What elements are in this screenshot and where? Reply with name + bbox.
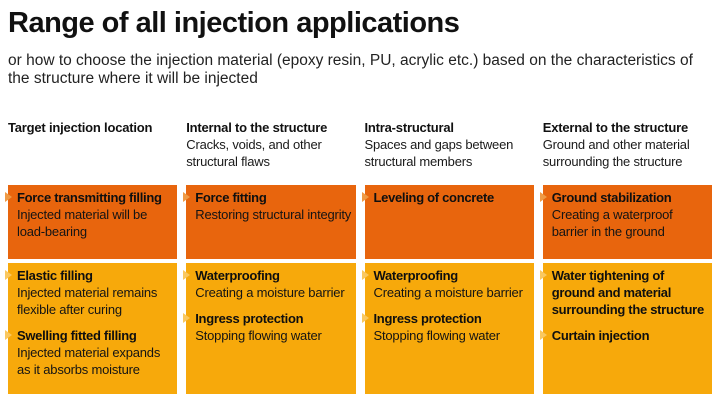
cell-item (195, 310, 353, 344)
table-cell-water-tightening (543, 263, 712, 394)
column-header-subtitle: Ground and other material surrounding the structure (542, 137, 690, 170)
item-title: Waterproofing (373, 268, 458, 284)
item-desc: Creating a moisture barrier (195, 285, 345, 301)
table-header-row (8, 119, 712, 175)
chevron-right-icon (540, 192, 547, 202)
table-cell-elastic-swelling (8, 263, 177, 394)
column-header-title: Intra-structural (364, 120, 454, 136)
chevron-right-icon (5, 330, 12, 340)
item-title: Force transmitting filling (17, 190, 162, 206)
column-header-internal (186, 119, 355, 175)
item-title: Ingress protection (195, 311, 304, 327)
cell-item (17, 327, 175, 378)
chevron-right-icon (183, 313, 190, 323)
table-cell-force-fitting (186, 185, 355, 259)
table-cell-leveling (365, 185, 534, 259)
chevron-right-icon (5, 270, 12, 280)
item-title: Force fitting (195, 190, 267, 206)
page-title: Range of all injection applications (8, 7, 460, 39)
column-header-title: Target injection location (8, 120, 153, 136)
cell-item (17, 267, 175, 318)
column-header-subtitle: Spaces and gaps between structural members (364, 137, 514, 170)
table-cell-waterproofing-internal (186, 263, 355, 394)
cell-item (552, 267, 710, 318)
cell-item (374, 267, 532, 301)
item-desc: Injected material will be load-bearing (17, 207, 148, 240)
chevron-right-icon (540, 330, 547, 340)
item-title: Water tightening of ground and material surrounding the structure (551, 268, 704, 318)
chevron-right-icon (362, 313, 369, 323)
column-header-intra-structural (365, 119, 534, 175)
item-title: Ground stabilization (551, 190, 672, 206)
item-desc: Restoring structural integrity (195, 207, 352, 223)
table-cell-force-transmitting (8, 185, 177, 259)
item-desc: Creating a moisture barrier (373, 285, 523, 301)
chevron-right-icon (362, 270, 369, 280)
chevron-right-icon (183, 270, 190, 280)
cell-item (195, 267, 353, 301)
item-desc: Injected material remains flexible after curing (17, 285, 158, 318)
column-header-target-location (8, 119, 177, 175)
chevron-right-icon (540, 270, 547, 280)
cell-item (552, 189, 710, 240)
item-title: Elastic filling (17, 268, 93, 284)
table-row-structural (8, 185, 712, 259)
item-title: Leveling of concrete (373, 190, 494, 206)
column-header-title: External to the structure (542, 120, 689, 136)
item-title: Waterproofing (195, 268, 280, 284)
item-desc: Injected material expands as it absorbs moisture (17, 345, 161, 378)
column-header-subtitle: Cracks, voids, and other structural flaws (186, 137, 322, 170)
cell-item (374, 310, 532, 344)
table-cell-ground-stabilization (543, 185, 712, 259)
cell-item (195, 189, 353, 223)
column-header-title: Internal to the structure (186, 120, 328, 136)
subtitle: or how to choose the injection material (epoxy resin, PU, acrylic etc.) based on the characteristics of the structure where it will be injected (8, 51, 693, 88)
cell-item (552, 327, 710, 344)
chevron-right-icon (183, 192, 190, 202)
item-desc: Stopping flowing water (195, 328, 322, 344)
chevron-right-icon (362, 192, 369, 202)
column-header-external (543, 119, 712, 175)
cell-item (374, 189, 532, 206)
chevron-right-icon (5, 192, 12, 202)
cell-item (17, 189, 175, 240)
table-row-waterproofing (8, 263, 712, 394)
item-title: Ingress protection (373, 311, 482, 327)
item-title: Swelling fitted filling (17, 328, 137, 344)
item-desc: Stopping flowing water (373, 328, 500, 344)
table-cell-waterproofing-intra (365, 263, 534, 394)
item-title: Curtain injection (551, 328, 650, 344)
item-desc: Creating a waterproof barrier in the ground (551, 207, 673, 240)
